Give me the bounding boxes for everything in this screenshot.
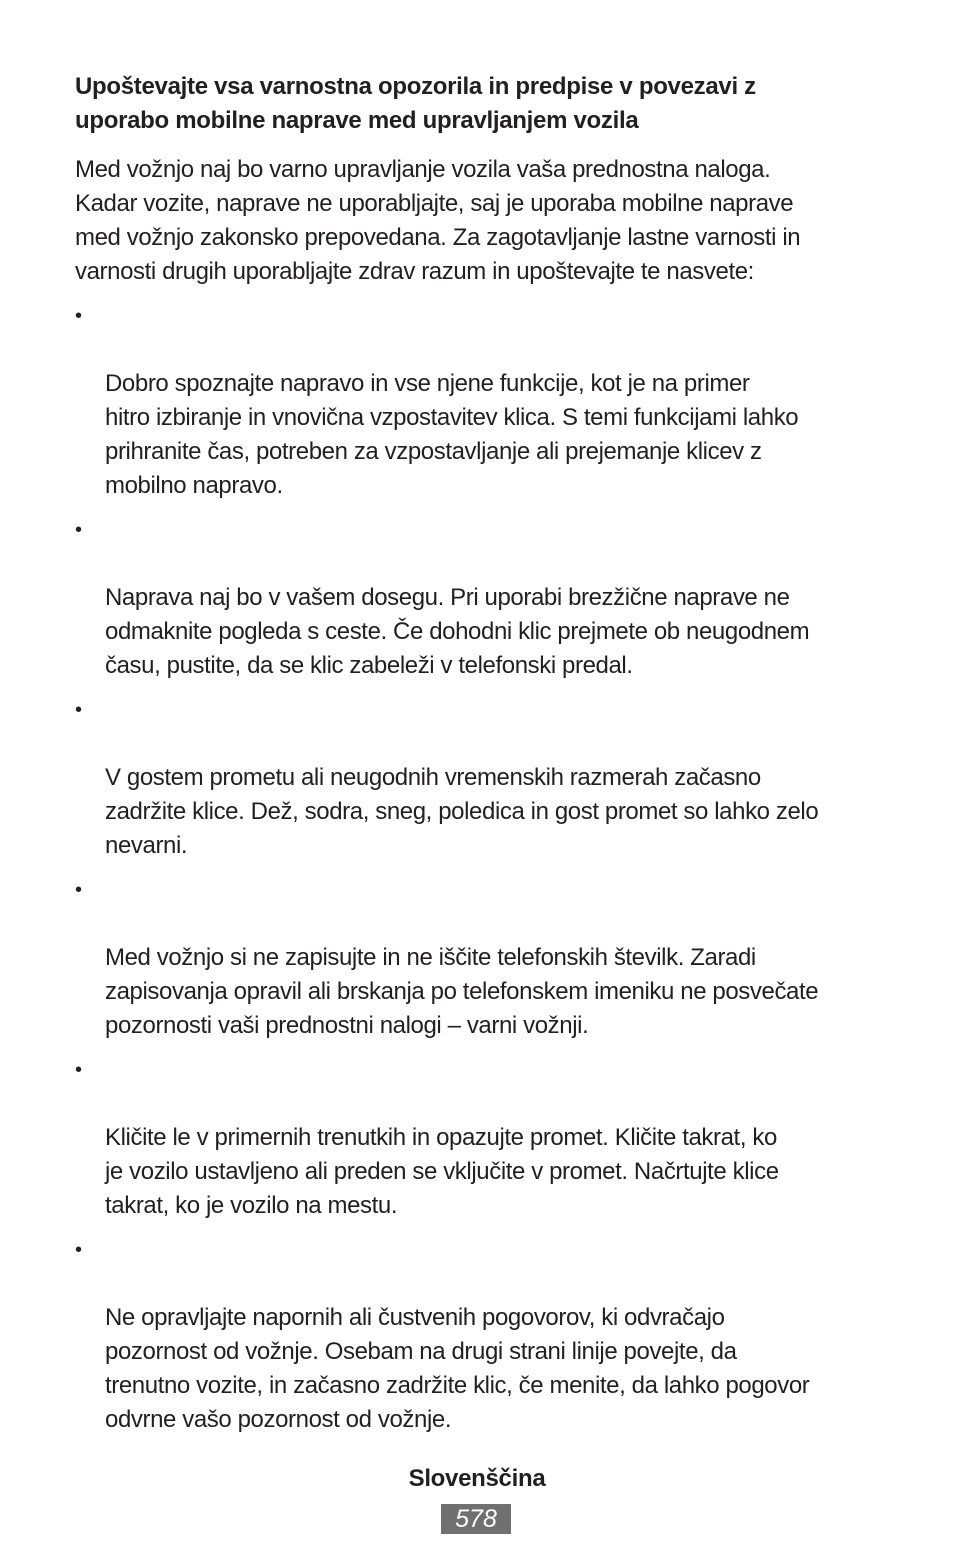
bullet-icon: •	[75, 305, 82, 327]
bullet-icon: •	[75, 879, 82, 901]
intro-paragraph: Med vožnjo naj bo varno upravljanje vozila vaša prednostna naloga. Kadar vozite, naprave ne uporabljajte, saj je uporaba mobilne naprave med vožnjo zakonsko prepovedana. Za zagotavljanje lastne varnosti in varnosti drugih uporabljajte zdrav razum in upoštevajte te nasvete:	[75, 156, 801, 285]
page-content	[75, 70, 875, 1447]
bullet-icon: •	[75, 519, 82, 541]
list-item-text: Kličite le v primernih trenutkih in opazujte promet. Kličite takrat, ko je vozilo ustavljeno ali preden se vključite v promet. Načrtujte klice takrat, ko je vozilo na mestu.	[105, 1124, 779, 1219]
list-item-text: Naprava naj bo v vašem dosegu. Pri uporabi brezžične naprave ne odmaknite pogleda s ceste. Če dohodni klic prejmete ob neugodnem času, pustite, da se klic zabeleži v telefonski predal.	[105, 584, 810, 679]
list-item-text: Ne opravljajte napornih ali čustvenih pogovorov, ki odvračajo pozornost od vožnje. Osebam na drugi strani linije povejte, da trenutno vozite, in začasno zadržite klic, če menite, da lahko pogovor odvrne vašo pozornost od vožnje.	[105, 1304, 810, 1433]
list-item-text: Med vožnjo si ne zapisujte in ne iščite telefonskih številk. Zaradi zapisovanja opravil ali brskanja po telefonskem imeniku ne posvečate pozornosti vaši prednostni nalogi – varni vožnji.	[105, 944, 819, 1039]
list-item	[75, 513, 875, 683]
bullet-icon: •	[75, 699, 82, 721]
list-item	[75, 1233, 875, 1437]
bullet-icon: •	[75, 1239, 82, 1261]
bullet-icon: •	[75, 1059, 82, 1081]
safety-tips-list	[75, 299, 875, 1437]
list-item	[75, 873, 875, 1043]
section-heading: Upoštevajte vsa varnostna opozorila in predpise v povezavi z uporabo mobilne naprave med upravljanjem vozila	[75, 73, 756, 134]
list-item	[75, 299, 875, 503]
list-item-text: V gostem prometu ali neugodnih vremenskih razmerah začasno zadržite klice. Dež, sodra, sneg, poledica in gost promet so lahko zelo nevarni.	[105, 764, 819, 859]
footer-language: Slovenščina	[408, 1465, 546, 1492]
list-item	[75, 1053, 875, 1223]
list-item-text: Dobro spoznajte napravo in vse njene funkcije, kot je na primer hitro izbiranje in vnovična vzpostavitev klica. S temi funkcijami lahko prihranite čas, potreben za vzpostavljanje ali prejemanje klicev z mobilno napravo.	[105, 370, 799, 499]
page-number: 578	[441, 1504, 511, 1534]
list-item	[75, 693, 875, 863]
